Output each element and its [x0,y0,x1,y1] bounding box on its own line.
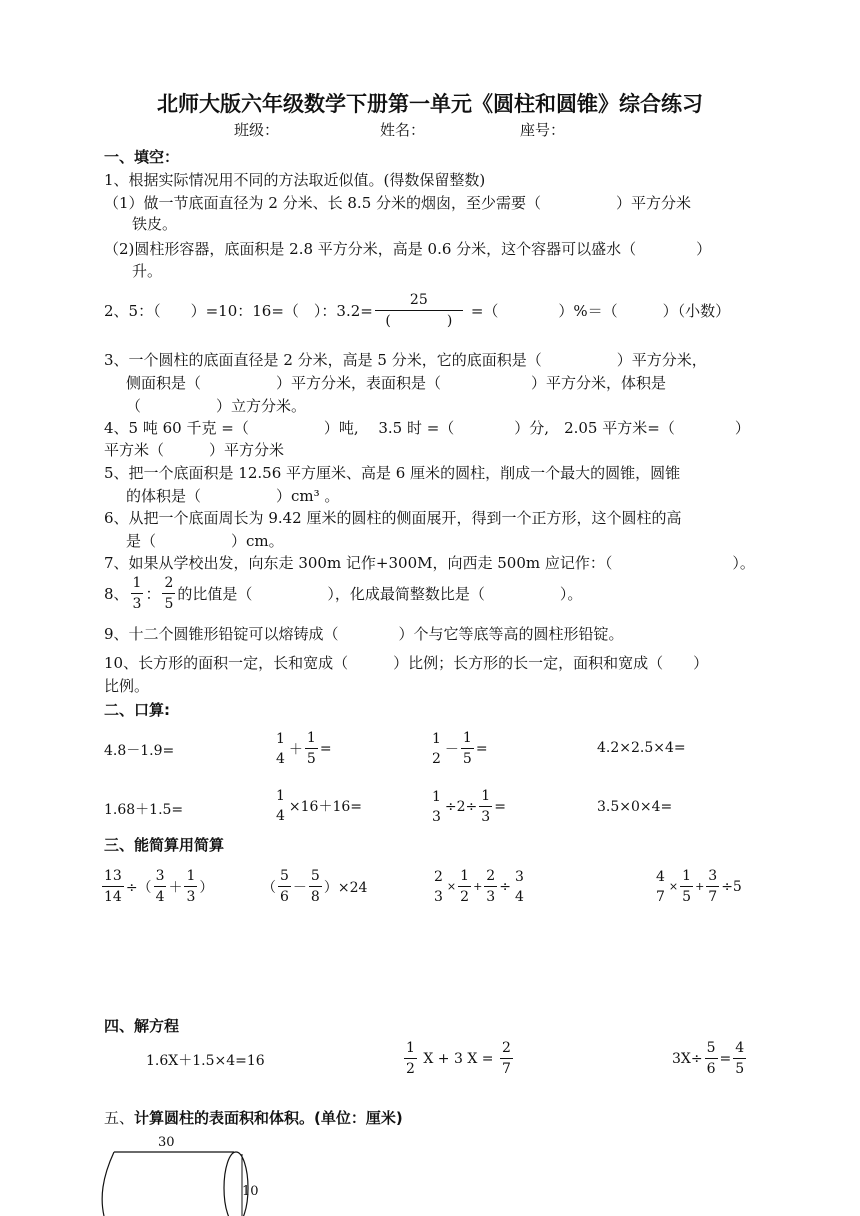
frac-c [706,868,719,905]
q8-fraction-1 [131,575,144,612]
frac-a [102,868,124,905]
class-label: 班级： [234,121,280,139]
num: 1 [276,788,285,804]
frac-c [184,868,197,905]
num: 5 [309,868,322,887]
simplify-4 [652,868,742,905]
calc-3-frac-b [461,730,474,767]
q5-line1: 5、把一个底面积是 12.56 平方厘米、高是 6 厘米的圆柱，削成一个最大的圆锥，圆锥 [104,464,681,482]
frac-b [458,868,471,905]
num: 4 [733,1040,746,1059]
operator: ÷（ [125,879,152,896]
equation-2 [402,1040,515,1077]
calc-2-frac-b [305,730,318,767]
expression-start: 3X÷ [672,1050,703,1067]
q3-line2: 侧面积是（ ）平方分米，表面积是（ ）平方分米，体积是 [126,374,667,392]
operator: ＋ [288,741,303,758]
den: 3 [486,889,496,905]
frac-b [680,868,693,905]
operator: ÷2÷ [444,798,478,815]
equals: = [475,740,488,757]
num: 1 [432,730,441,747]
q8 [104,575,582,612]
calc-2 [272,730,332,767]
section2-heading: 二、口算: [104,701,170,719]
den: 7 [708,889,718,905]
num: 1 [461,730,474,749]
equation-1: 1.6X＋1.5×4=16 [146,1053,265,1069]
frac-b [733,1040,746,1077]
expression-rest: ）×24 [323,879,368,896]
den: 3 [434,888,443,905]
q6-line1: 6、从把一个底面周长为 9.42 厘米的圆柱的侧面展开，得到一个正方形，这个圆柱的高 [104,509,682,527]
equals: = [719,1050,732,1067]
num: 5 [278,868,291,887]
q1a: （1）做一节底面直径为 2 分米、长 8.5 分米的烟囱，至少需要（ ）平方分米 [104,194,692,212]
calc-6 [272,788,362,824]
den: 5 [682,889,692,905]
calc-3 [428,730,488,767]
den: 5 [462,751,472,767]
q7: 7、如果从学校出发，向东走 300m 记作+300M，向西走 500m 应记作：（ ）。 [104,554,755,572]
operator: × [446,880,457,893]
q2-numerator: 25 [375,292,463,311]
num: 3 [514,868,524,885]
q2-part1: 2、5：（ ）=10：16=（ ）：3.2= [104,301,373,320]
operator: － [444,741,459,758]
num: 1 [432,788,441,805]
frac-a [654,869,667,905]
frac-c [484,868,497,905]
q5-line2: 的体积是（ ）cm³ 。 [126,487,340,505]
den: 3 [481,809,491,825]
den: 3 [186,889,196,905]
seat-label: 座号： [520,121,566,139]
q3-line3: （ ）立方分米。 [126,397,307,415]
calc-5: 1.68＋1.5= [104,802,184,818]
cylinder-left-end [102,1152,114,1216]
q8-f1-den: 3 [132,596,142,612]
name-label: 姓名： [380,121,426,139]
q8-colon: ： [145,584,161,603]
den: 8 [310,889,320,905]
calc-2-frac-a [274,731,287,767]
calc-4: 4.2×2.5×4= [597,740,686,756]
num: 1 [680,868,693,887]
q2-denominator: ( ) [385,313,453,329]
q8-prefix: 8、 [104,584,129,603]
num: 3 [706,868,719,887]
den: 5 [735,1061,745,1077]
section5-title: 计算圆柱的表面积和体积。(单位：厘米) [134,1109,403,1127]
frac-a [404,1040,417,1077]
den: 4 [276,808,285,824]
frac-b [500,1040,513,1077]
cylinder-length-label: 30 [158,1135,175,1150]
q4-line1: 4、5 吨 60 千克 =（ ）吨, 3.5 时 =（ ）分, 2.05 平方米=（ ） [104,419,750,437]
operator: ＋ [168,879,183,896]
calc-6-frac [274,788,287,824]
num: 2 [500,1040,513,1059]
operator: ÷ [499,878,511,895]
q6-line2: 是（ ）cm。 [126,532,284,550]
den: 14 [104,889,122,905]
frac-b [154,868,167,905]
num: 5 [705,1040,718,1059]
section1-heading: 一、填空： [104,148,180,166]
frac-a [278,868,291,905]
den: 2 [432,750,441,767]
cylinder-figure [96,1148,266,1216]
q10-line1: 10、长方形的面积一定，长和宽成（ ）比例；长方形的长一定，面积和宽成（ ） [104,654,709,672]
den: 7 [501,1061,511,1077]
calc-7-frac-b [479,788,492,825]
num: 1 [404,1040,417,1059]
num: 1 [276,730,285,747]
q8-f2-num: 2 [162,575,175,594]
den: 4 [276,750,285,767]
den: 2 [406,1061,415,1077]
num: 1 [305,730,318,749]
equation-3 [672,1040,748,1077]
operator: × [668,880,679,893]
q1b-cont: 升。 [132,262,163,280]
den: 4 [155,889,165,905]
q8-fraction-2 [162,575,175,612]
calc-7-frac-a [430,789,443,825]
equals: = [319,740,332,757]
expression-rest: ×16＋16= [288,799,363,815]
section3-heading: 三、能简算用简算 [104,836,225,854]
den: 4 [514,888,524,905]
q2-part2: =（ ）%＝（ ）（小数） [470,301,731,320]
frac-b [309,868,322,905]
num: 1 [458,868,471,887]
q4-line2: 平方米（ ）平方分米 [104,441,285,459]
equals: = [494,798,506,815]
frac-a [705,1040,718,1077]
q8-f1-num: 1 [131,575,144,594]
num: 4 [656,868,665,885]
q8-f2-den: 5 [164,596,174,612]
num: 2 [434,868,443,885]
calc-8: 3.5×0×4= [597,799,673,815]
q1a-cont: 铁皮。 [132,215,178,233]
open-paren: （ [262,879,276,896]
num: 13 [102,868,124,887]
q9: 9、十二个圆锥形铅锭可以熔铸成（ ）个与它等底等高的圆柱形铅锭。 [104,625,624,643]
cylinder-diameter-label: 10 [242,1184,259,1199]
section4-heading: 四、解方程 [104,1017,180,1035]
q2-fraction [375,292,463,329]
q3-line1: 3、一个圆柱的底面直径是 2 分米，高是 5 分米，它的底面积是（ ）平方分米， [104,351,707,369]
simplify-2 [262,868,367,905]
calc-1: 4.8－1.9= [104,743,175,759]
den: 6 [280,889,289,905]
den: 5 [306,751,316,767]
page-title: 北师大版六年级数学下册第一单元《圆柱和圆锥》综合练习 [157,92,703,116]
q1: 1、根据实际情况用不同的方法取近似值。(得数保留整数) [104,171,486,189]
close-paren: ） [199,879,214,896]
num: 2 [484,868,497,887]
den: 7 [656,888,665,905]
den: 3 [432,808,441,825]
operator: + [695,880,705,893]
frac-d [513,869,526,905]
frac-a [432,869,445,905]
den: 6 [706,1061,716,1077]
simplify-3 [430,868,528,905]
section5-number: 五、 [104,1109,135,1127]
q10-line2: 比例。 [104,677,150,695]
expression-rest: ÷5 [721,878,742,895]
num: 3 [154,868,167,887]
section5-heading [104,1108,403,1128]
expression-middle: X + 3 X = [418,1050,498,1067]
operator: + [473,880,483,893]
q2 [104,292,730,329]
den: 2 [460,889,470,905]
num: 1 [184,868,197,887]
q1b: （2)圆柱形容器，底面积是 2.8 平方分米，高是 0.6 分米，这个容器可以盛水（ ） [104,240,712,258]
simplify-1 [100,868,213,905]
num: 1 [479,788,492,807]
calc-3-frac-a [430,731,443,767]
operator: － [292,879,307,896]
calc-7 [428,788,506,825]
q8-rest: 的比值是（ ），化成最简整数比是（ ）。 [177,584,583,603]
